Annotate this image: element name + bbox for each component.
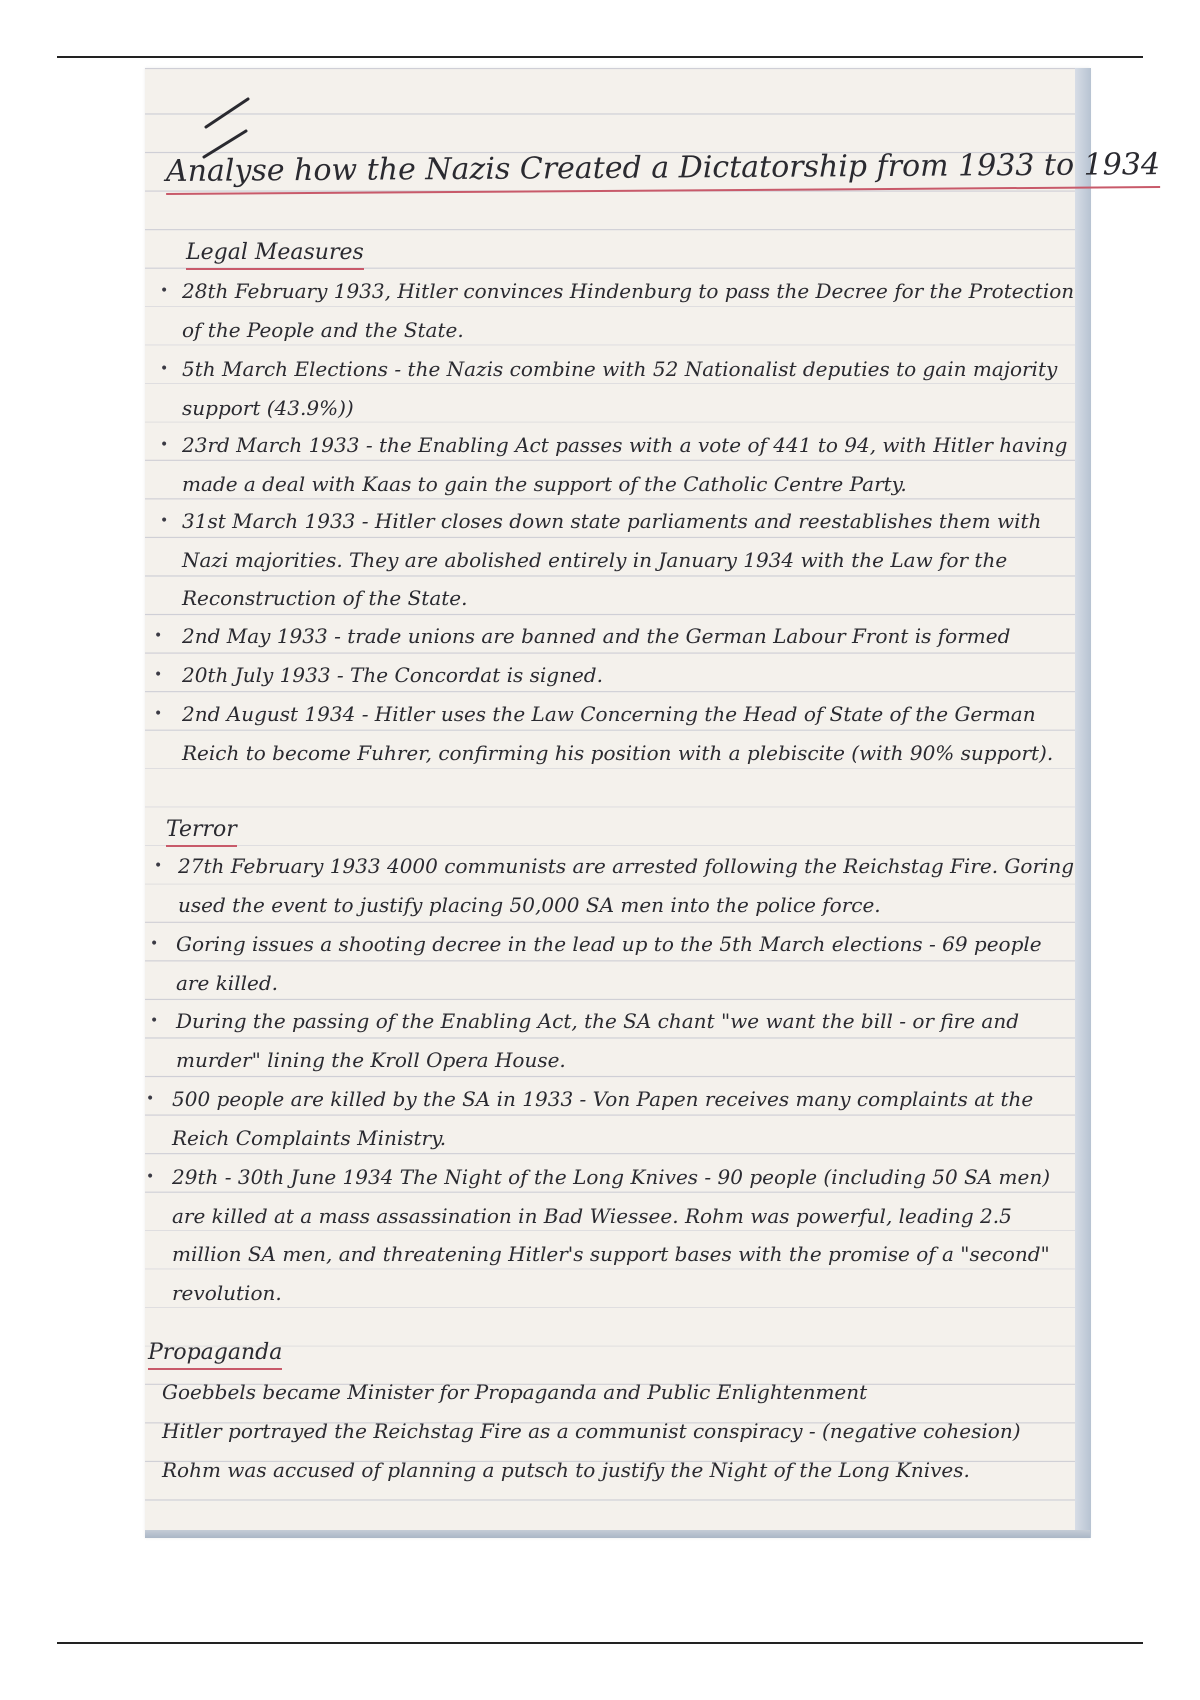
page-bottom-rule [57, 1642, 1143, 1644]
legal-item-2: 5th March Elections - the Nazis combine with 52 Nationalist deputies to gain majority support (43.9%)) [182, 357, 1058, 420]
terror-item-1: 27th February 1933 4000 communists are arrested following the Reichstag Fire. Goring used the event to justify placing 50,000 SA men into the police force. [178, 854, 1075, 917]
bullet-icon: • [146, 1091, 155, 1107]
bullet-icon: • [146, 1169, 155, 1185]
legal-item-5: 2nd May 1933 - trade unions are banned and the German Labour Front is formed [182, 624, 1011, 648]
page-top-rule [57, 56, 1143, 58]
propaganda-item-3: Rohm was accused of planning a putsch to justify the Night of the Long Knives. [162, 1458, 970, 1482]
legal-item-1: 28th February 1933, Hitler convinces Hindenburg to pass the Decree for the Protection of the People and the State. [182, 279, 1075, 342]
bullet-icon: • [160, 283, 169, 299]
terror-item-2: Goring issues a shooting decree in the lead up to the 5th March elections - 69 people are killed. [176, 932, 1042, 995]
bullet-icon: • [160, 361, 169, 377]
heading-propaganda: Propaganda [148, 1338, 282, 1370]
heading-terror: Terror [166, 815, 237, 847]
terror-item-3: During the passing of the Enabling Act, the SA chant "we want the bill - or fire and murder" lining the Kroll Opera House. [176, 1009, 1020, 1072]
heading-legal-measures: Legal Measures [186, 238, 364, 270]
bullet-icon: • [154, 706, 163, 722]
notebook-bottom-edge [145, 1530, 1090, 1538]
legal-item-7: 2nd August 1934 - Hitler uses the Law Concerning the Head of State of the German Reich to become Fuhrer, confirming his position with a plebiscite (with 90% support). [182, 702, 1054, 765]
legal-item-3: 23rd March 1933 - the Enabling Act passes with a vote of 441 to 94, with Hitler having made a deal with Kaas to gain the support of the Catholic Centre Party. [182, 433, 1068, 496]
bullet-icon: • [154, 628, 163, 644]
bullet-icon: • [150, 936, 159, 952]
bullet-icon: • [150, 1013, 159, 1029]
propaganda-item-2: Hitler portrayed the Reichstag Fire as a communist conspiracy - (negative cohesion) [162, 1419, 1021, 1443]
page-title: Analyse how the Nazis Created a Dictatorship from 1933 to 1934 [166, 145, 1160, 195]
propaganda-item-1: Goebbels became Minister for Propaganda and Public Enlightenment [162, 1380, 868, 1404]
terror-item-4: 500 people are killed by the SA in 1933 - Von Papen receives many complaints at the Reich Complaints Ministry. [172, 1087, 1034, 1150]
bullet-icon: • [154, 858, 163, 874]
bullet-icon: • [160, 513, 169, 529]
terror-item-5: 29th - 30th June 1934 The Night of the Long Knives - 90 people (including 50 SA men) are killed at a mass assassination in Bad Wiessee. Rohm was powerful, leading 2.5 million SA men, and threatening Hitler's support bases with the promise of a "second" revolution. [172, 1165, 1051, 1305]
bullet-icon: • [160, 437, 169, 453]
legal-item-4: 31st March 1933 - Hitler closes down state parliaments and reestablishes them with Nazi majorities. They are abolished entirely in January 1934 with the Law for the Reconstruction of the State. [182, 509, 1042, 610]
legal-item-6: 20th July 1933 - The Concordat is signed. [182, 663, 603, 687]
bullet-icon: • [154, 667, 163, 683]
